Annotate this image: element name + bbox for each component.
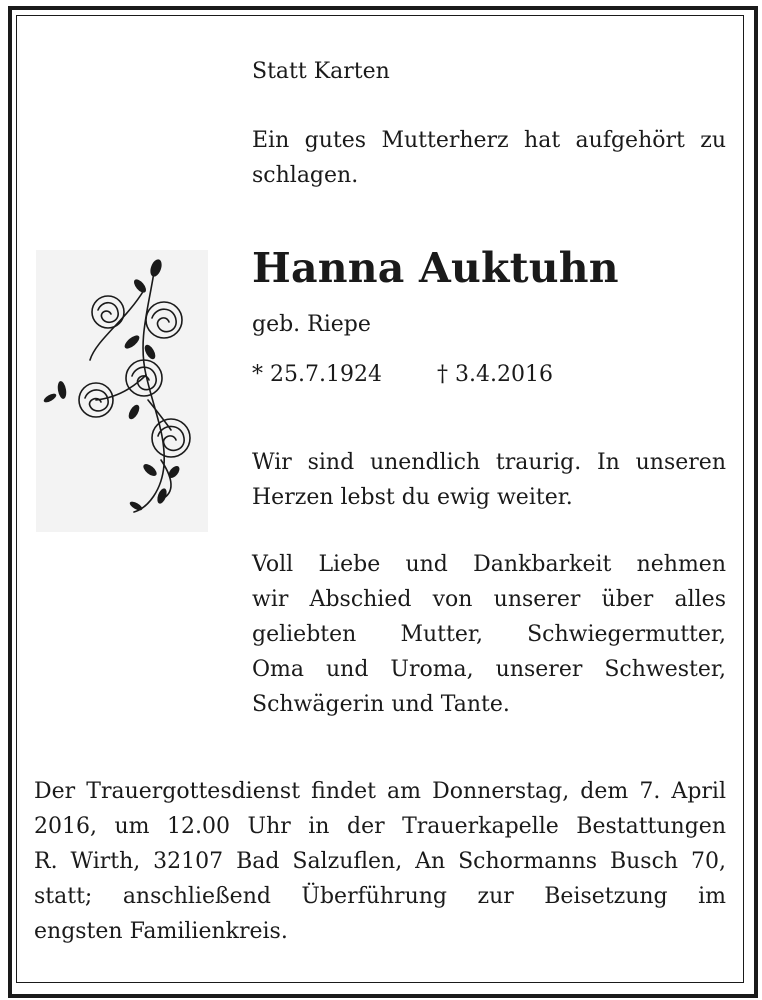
paragraph-line: Oma und Uroma, unserer Schwester, bbox=[252, 657, 726, 682]
intro-line: schlagen. bbox=[252, 163, 359, 188]
paragraph-line: Voll Liebe und Dankbarkeit nehmen bbox=[252, 552, 726, 577]
maiden-name: geb. Riepe bbox=[252, 312, 371, 337]
service-info bbox=[34, 774, 726, 949]
paragraph-line: wir Abschied von unserer über alles bbox=[252, 587, 726, 612]
roses-illustration-icon bbox=[36, 250, 208, 532]
paragraph-farewell bbox=[252, 547, 726, 722]
paragraph-line: Schwägerin und Tante. bbox=[252, 692, 510, 717]
header-text: Statt Karten bbox=[252, 59, 390, 84]
intro-text bbox=[252, 123, 726, 193]
service-line: Der Trauergottesdienst findet am Donnerstag, dem 7. April bbox=[34, 779, 726, 804]
deceased-name: Hanna Auktuhn bbox=[252, 244, 619, 292]
paragraph-line: Herzen lebst du ewig weiter. bbox=[252, 485, 573, 510]
birth-date: * 25.7.1924 bbox=[252, 362, 382, 387]
paragraph-grief bbox=[252, 445, 726, 515]
paragraph-line: Wir sind unendlich traurig. In unseren bbox=[252, 450, 726, 475]
service-line: R. Wirth, 32107 Bad Salzuflen, An Schormanns Busch 70, bbox=[34, 849, 726, 874]
service-line: statt; anschließend Überführung zur Beisetzung im bbox=[34, 884, 726, 909]
service-line: 2016, um 12.00 Uhr in der Trauerkapelle Bestattungen bbox=[34, 814, 726, 839]
death-date: † 3.4.2016 bbox=[437, 362, 553, 387]
service-line: engsten Familienkreis. bbox=[34, 919, 288, 944]
intro-line: Ein gutes Mutterherz hat aufgehört zu bbox=[252, 128, 726, 153]
paragraph-line: geliebten Mutter, Schwiegermutter, bbox=[252, 622, 726, 647]
